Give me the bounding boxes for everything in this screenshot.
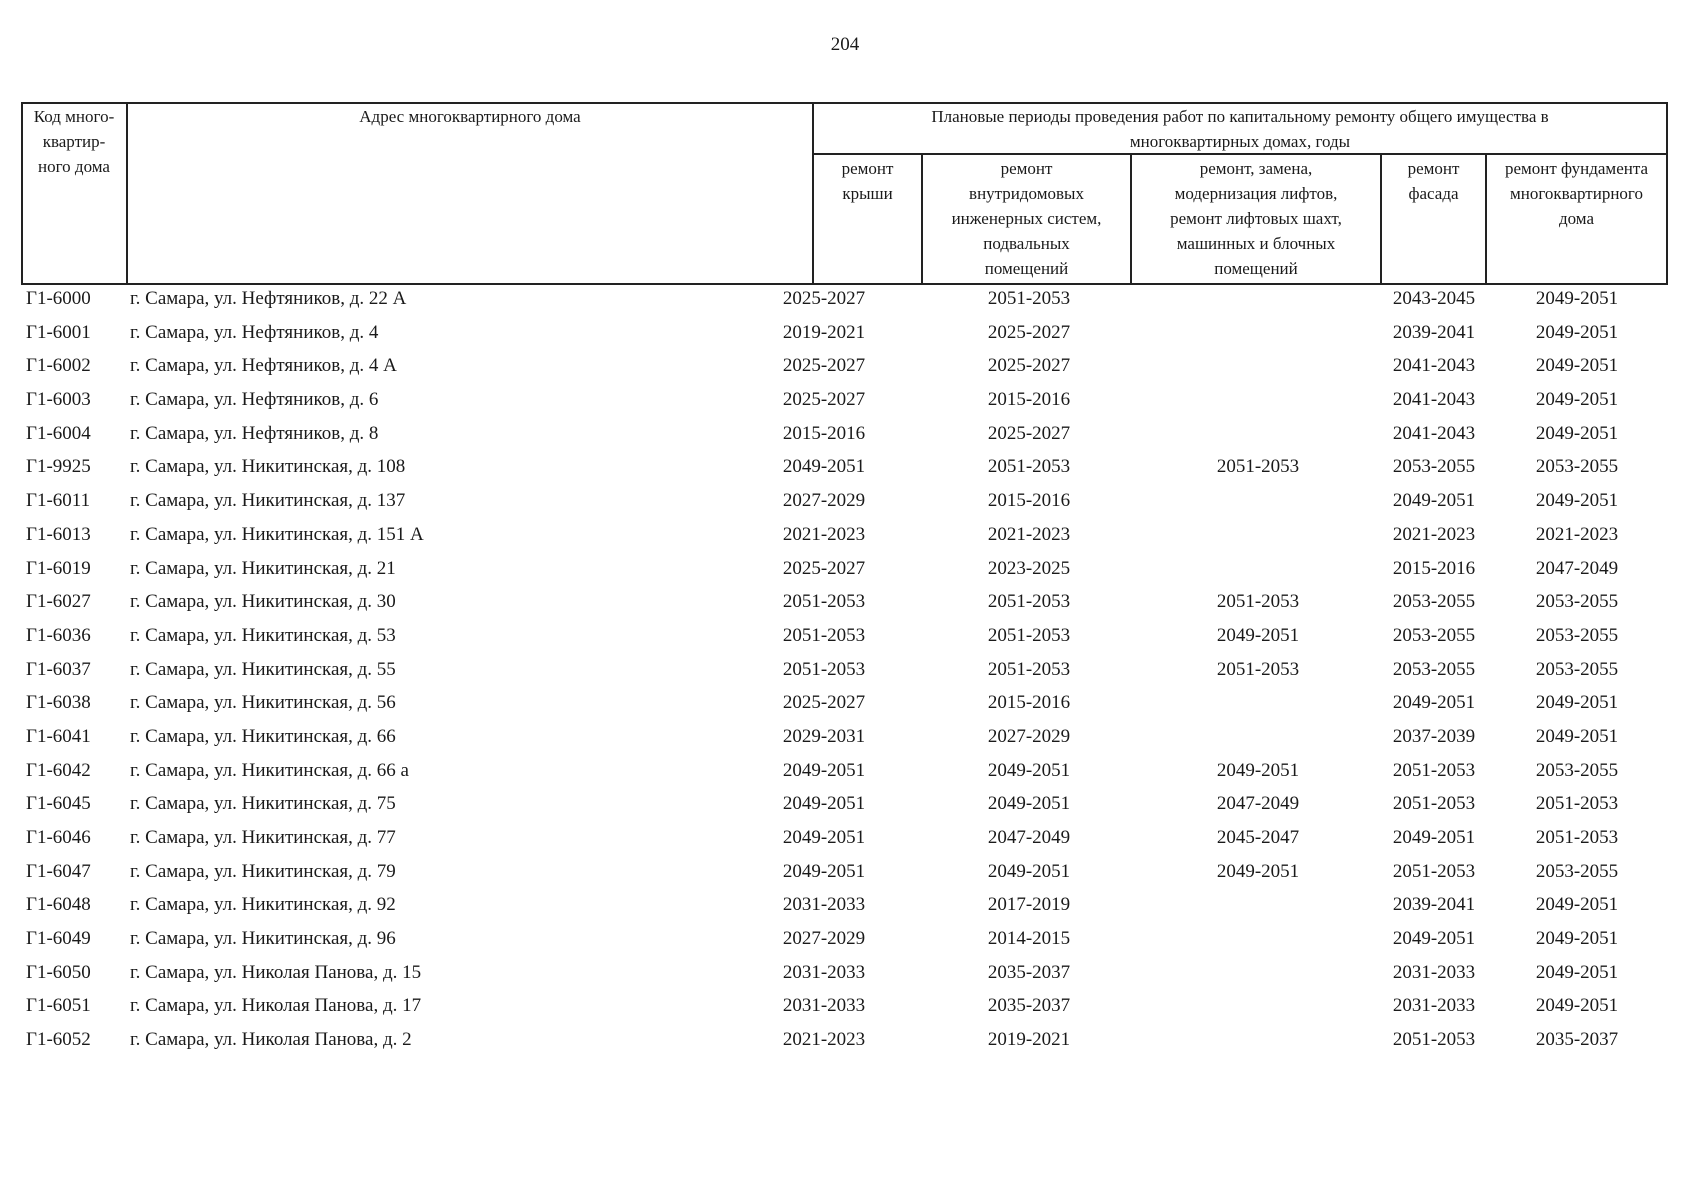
cell-facade: 2049-2051 <box>1392 827 1476 848</box>
cell-facade: 2015-2016 <box>1392 557 1476 579</box>
cell-facade: 2053-2055 <box>1392 658 1476 680</box>
cell-roof: 2029-2031 <box>782 725 866 747</box>
cell-roof: 2049-2051 <box>782 793 866 815</box>
table-row <box>0 587 1708 621</box>
table-row <box>0 924 1708 958</box>
cell-engineering: 2049-2051 <box>987 793 1071 815</box>
cell-facade: 2021-2023 <box>1392 523 1476 545</box>
cell-foundation: 2053-2055 <box>1535 591 1619 613</box>
cell-engineering: 2049-2051 <box>987 759 1071 781</box>
page-number: 204 <box>830 34 860 55</box>
cell-facade: 2049-2051 <box>1392 928 1476 950</box>
cell-roof: 2031-2033 <box>782 995 866 1017</box>
cell-roof: 2021-2023 <box>782 1029 866 1051</box>
cell-roof: 2027-2029 <box>782 928 866 950</box>
cell-foundation: 2049-2051 <box>1535 961 1619 983</box>
table-row <box>0 789 1708 823</box>
cell-foundation: 2049-2051 <box>1535 321 1619 343</box>
cell-address: г. Самара, ул. Нефтяников, д. 8 <box>130 422 379 444</box>
cell-engineering: 2025-2027 <box>987 355 1071 377</box>
cell-engineering: 2025-2027 <box>987 422 1071 444</box>
table-row <box>0 284 1708 318</box>
table-row <box>0 722 1708 756</box>
cell-roof: 2025-2027 <box>782 692 866 714</box>
cell-foundation: 2021-2023 <box>1535 523 1619 545</box>
table-row <box>0 688 1708 722</box>
cell-engineering: 2049-2051 <box>987 860 1071 882</box>
cell-foundation: 2053-2055 <box>1535 658 1619 680</box>
cell-code: Г1-6046 <box>26 827 91 848</box>
cell-facade: 2051-2053 <box>1392 759 1476 781</box>
table-row <box>0 823 1708 857</box>
table-row <box>0 1025 1708 1059</box>
table-row <box>0 318 1708 352</box>
cell-address: г. Самара, ул. Никитинская, д. 108 <box>130 456 406 478</box>
cell-code: Г1-6003 <box>26 389 91 411</box>
cell-code: Г1-6001 <box>26 321 91 343</box>
header-code: Код много- квартир- ного дома <box>33 107 115 176</box>
cell-foundation: 2049-2051 <box>1535 490 1619 512</box>
cell-roof: 2049-2051 <box>782 860 866 882</box>
table-row <box>0 351 1708 385</box>
cell-engineering: 2015-2016 <box>987 389 1071 411</box>
cell-address: г. Самара, ул. Нефтяников, д. 6 <box>130 389 379 411</box>
cell-roof: 2015-2016 <box>782 422 866 444</box>
cell-code: Г1-6013 <box>26 523 91 545</box>
cell-address: г. Самара, ул. Нефтяников, д. 4 <box>130 321 379 343</box>
cell-code: Г1-6000 <box>26 288 91 309</box>
cell-engineering: 2014-2015 <box>987 928 1071 950</box>
cell-facade: 2053-2055 <box>1392 624 1476 646</box>
cell-foundation: 2049-2051 <box>1535 894 1619 916</box>
cell-roof: 2025-2027 <box>782 557 866 579</box>
cell-engineering: 2035-2037 <box>987 961 1071 983</box>
cell-lifts: 2047-2049 <box>1216 793 1300 815</box>
cell-foundation: 2035-2037 <box>1535 1029 1619 1051</box>
header-roof: ремонт крыши <box>841 159 894 203</box>
table-row <box>0 857 1708 891</box>
cell-code: Г1-6042 <box>26 759 91 781</box>
cell-facade: 2053-2055 <box>1392 591 1476 613</box>
cell-engineering: 2027-2029 <box>987 725 1071 747</box>
cell-engineering: 2017-2019 <box>987 894 1071 916</box>
cell-code: Г1-6049 <box>26 928 91 950</box>
table-header <box>21 102 1668 285</box>
cell-facade: 2037-2039 <box>1392 725 1476 747</box>
cell-lifts: 2045-2047 <box>1216 827 1300 848</box>
cell-facade: 2051-2053 <box>1392 793 1476 815</box>
cell-lifts: 2049-2051 <box>1216 860 1300 882</box>
cell-roof: 2049-2051 <box>782 759 866 781</box>
cell-lifts: 2051-2053 <box>1216 658 1300 680</box>
cell-foundation: 2049-2051 <box>1535 288 1619 309</box>
cell-roof: 2051-2053 <box>782 658 866 680</box>
cell-code: Г1-6004 <box>26 422 91 444</box>
cell-code: Г1-6052 <box>26 1029 91 1051</box>
cell-facade: 2031-2033 <box>1392 995 1476 1017</box>
table-row <box>0 890 1708 924</box>
header-periods: Плановые периоды проведения работ по капитальному ремонту общего имущества в многоквартирных домах, годы <box>931 107 1549 151</box>
cell-roof: 2019-2021 <box>782 321 866 343</box>
cell-foundation: 2049-2051 <box>1535 422 1619 444</box>
cell-code: Г1-6002 <box>26 355 91 377</box>
cell-engineering: 2035-2037 <box>987 995 1071 1017</box>
cell-roof: 2025-2027 <box>782 389 866 411</box>
cell-code: Г1-6038 <box>26 692 91 714</box>
cell-facade: 2049-2051 <box>1392 692 1476 714</box>
cell-foundation: 2053-2055 <box>1535 456 1619 478</box>
cell-address: г. Самара, ул. Николая Панова, д. 15 <box>130 961 422 983</box>
cell-facade: 2051-2053 <box>1392 1029 1476 1051</box>
cell-roof: 2025-2027 <box>782 355 866 377</box>
cell-foundation: 2047-2049 <box>1535 557 1619 579</box>
cell-foundation: 2049-2051 <box>1535 692 1619 714</box>
cell-address: г. Самара, ул. Никитинская, д. 66 <box>130 725 396 747</box>
header-foundation: ремонт фундамента многоквартирного дома <box>1504 159 1649 228</box>
cell-code: Г1-6019 <box>26 557 91 579</box>
cell-facade: 2041-2043 <box>1392 355 1476 377</box>
cell-engineering: 2025-2027 <box>987 321 1071 343</box>
cell-foundation: 2053-2055 <box>1535 860 1619 882</box>
cell-facade: 2041-2043 <box>1392 422 1476 444</box>
cell-code: Г1-6045 <box>26 793 91 815</box>
cell-facade: 2053-2055 <box>1392 456 1476 478</box>
table-row <box>0 655 1708 689</box>
cell-foundation: 2049-2051 <box>1535 995 1619 1017</box>
cell-code: Г1-6011 <box>26 490 91 512</box>
cell-roof: 2051-2053 <box>782 591 866 613</box>
cell-address: г. Самара, ул. Никитинская, д. 53 <box>130 624 396 646</box>
cell-lifts: 2051-2053 <box>1216 591 1300 613</box>
table-row <box>0 520 1708 554</box>
cell-lifts: 2049-2051 <box>1216 759 1300 781</box>
cell-code: Г1-6027 <box>26 591 91 613</box>
cell-foundation: 2049-2051 <box>1535 389 1619 411</box>
cell-facade: 2049-2051 <box>1392 490 1476 512</box>
table-row <box>0 991 1708 1025</box>
cell-code: Г1-9925 <box>26 456 91 478</box>
cell-address: г. Самара, ул. Нефтяников, д. 4 А <box>130 355 397 377</box>
cell-foundation: 2053-2055 <box>1535 759 1619 781</box>
cell-facade: 2039-2041 <box>1392 894 1476 916</box>
cell-address: г. Самара, ул. Никитинская, д. 56 <box>130 692 396 714</box>
cell-address: г. Самара, ул. Николая Панова, д. 2 <box>130 1029 412 1051</box>
cell-address: г. Самара, ул. Никитинская, д. 92 <box>130 894 396 916</box>
cell-foundation: 2051-2053 <box>1535 827 1619 848</box>
table-body <box>0 284 1708 1059</box>
cell-lifts: 2049-2051 <box>1216 624 1300 646</box>
cell-roof: 2027-2029 <box>782 490 866 512</box>
table-row <box>0 621 1708 655</box>
cell-address: г. Самара, ул. Никитинская, д. 66 а <box>130 759 409 781</box>
cell-engineering: 2021-2023 <box>987 523 1071 545</box>
cell-foundation: 2049-2051 <box>1535 928 1619 950</box>
cell-engineering: 2051-2053 <box>987 591 1071 613</box>
cell-engineering: 2047-2049 <box>987 827 1071 848</box>
table-row <box>0 419 1708 453</box>
cell-facade: 2043-2045 <box>1392 288 1476 309</box>
cell-facade: 2039-2041 <box>1392 321 1476 343</box>
cell-engineering: 2051-2053 <box>987 456 1071 478</box>
cell-engineering: 2015-2016 <box>987 692 1071 714</box>
cell-engineering: 2019-2021 <box>987 1029 1071 1051</box>
cell-code: Г1-6036 <box>26 624 91 646</box>
cell-foundation: 2051-2053 <box>1535 793 1619 815</box>
cell-address: г. Самара, ул. Никитинская, д. 137 <box>130 490 406 512</box>
header-engineering: ремонт внутридомовых инженерных систем, подвальных помещений <box>951 159 1102 278</box>
cell-engineering: 2051-2053 <box>987 288 1071 309</box>
cell-address: г. Самара, ул. Никитинская, д. 77 <box>130 827 396 848</box>
cell-engineering: 2051-2053 <box>987 658 1071 680</box>
cell-facade: 2051-2053 <box>1392 860 1476 882</box>
cell-facade: 2041-2043 <box>1392 389 1476 411</box>
cell-code: Г1-6047 <box>26 860 91 882</box>
table-row <box>0 486 1708 520</box>
cell-foundation: 2053-2055 <box>1535 624 1619 646</box>
cell-code: Г1-6051 <box>26 995 91 1017</box>
cell-address: г. Самара, ул. Никитинская, д. 21 <box>130 557 396 579</box>
cell-roof: 2049-2051 <box>782 456 866 478</box>
cell-address: г. Самара, ул. Никитинская, д. 75 <box>130 793 396 815</box>
cell-roof: 2049-2051 <box>782 827 866 848</box>
cell-code: Г1-6041 <box>26 725 91 747</box>
cell-roof: 2021-2023 <box>782 523 866 545</box>
cell-code: Г1-6048 <box>26 894 91 916</box>
cell-roof: 2031-2033 <box>782 961 866 983</box>
cell-foundation: 2049-2051 <box>1535 355 1619 377</box>
header-address: Адрес многоквартирного дома <box>359 107 581 126</box>
header-facade: ремонт фасада <box>1407 159 1460 203</box>
cell-address: г. Самара, ул. Никитинская, д. 30 <box>130 591 396 613</box>
table-row <box>0 452 1708 486</box>
cell-roof: 2031-2033 <box>782 894 866 916</box>
cell-address: г. Самара, ул. Никитинская, д. 96 <box>130 928 396 950</box>
cell-address: г. Самара, ул. Никитинская, д. 55 <box>130 658 396 680</box>
table-row <box>0 554 1708 588</box>
cell-engineering: 2051-2053 <box>987 624 1071 646</box>
cell-roof: 2025-2027 <box>782 288 866 309</box>
cell-address: г. Самара, ул. Николая Панова, д. 17 <box>130 995 422 1017</box>
cell-engineering: 2015-2016 <box>987 490 1071 512</box>
table-row <box>0 958 1708 992</box>
table-row <box>0 756 1708 790</box>
cell-facade: 2031-2033 <box>1392 961 1476 983</box>
cell-code: Г1-6050 <box>26 961 91 983</box>
header-lifts: ремонт, замена, модернизация лифтов, ремонт лифтовых шахт, машинных и блочных помещений <box>1170 159 1342 278</box>
cell-roof: 2051-2053 <box>782 624 866 646</box>
cell-address: г. Самара, ул. Нефтяников, д. 22 А <box>130 288 407 309</box>
cell-address: г. Самара, ул. Никитинская, д. 79 <box>130 860 396 882</box>
cell-address: г. Самара, ул. Никитинская, д. 151 А <box>130 523 424 545</box>
cell-foundation: 2049-2051 <box>1535 725 1619 747</box>
cell-engineering: 2023-2025 <box>987 557 1071 579</box>
cell-code: Г1-6037 <box>26 658 91 680</box>
cell-lifts: 2051-2053 <box>1216 456 1300 478</box>
table-row <box>0 385 1708 419</box>
